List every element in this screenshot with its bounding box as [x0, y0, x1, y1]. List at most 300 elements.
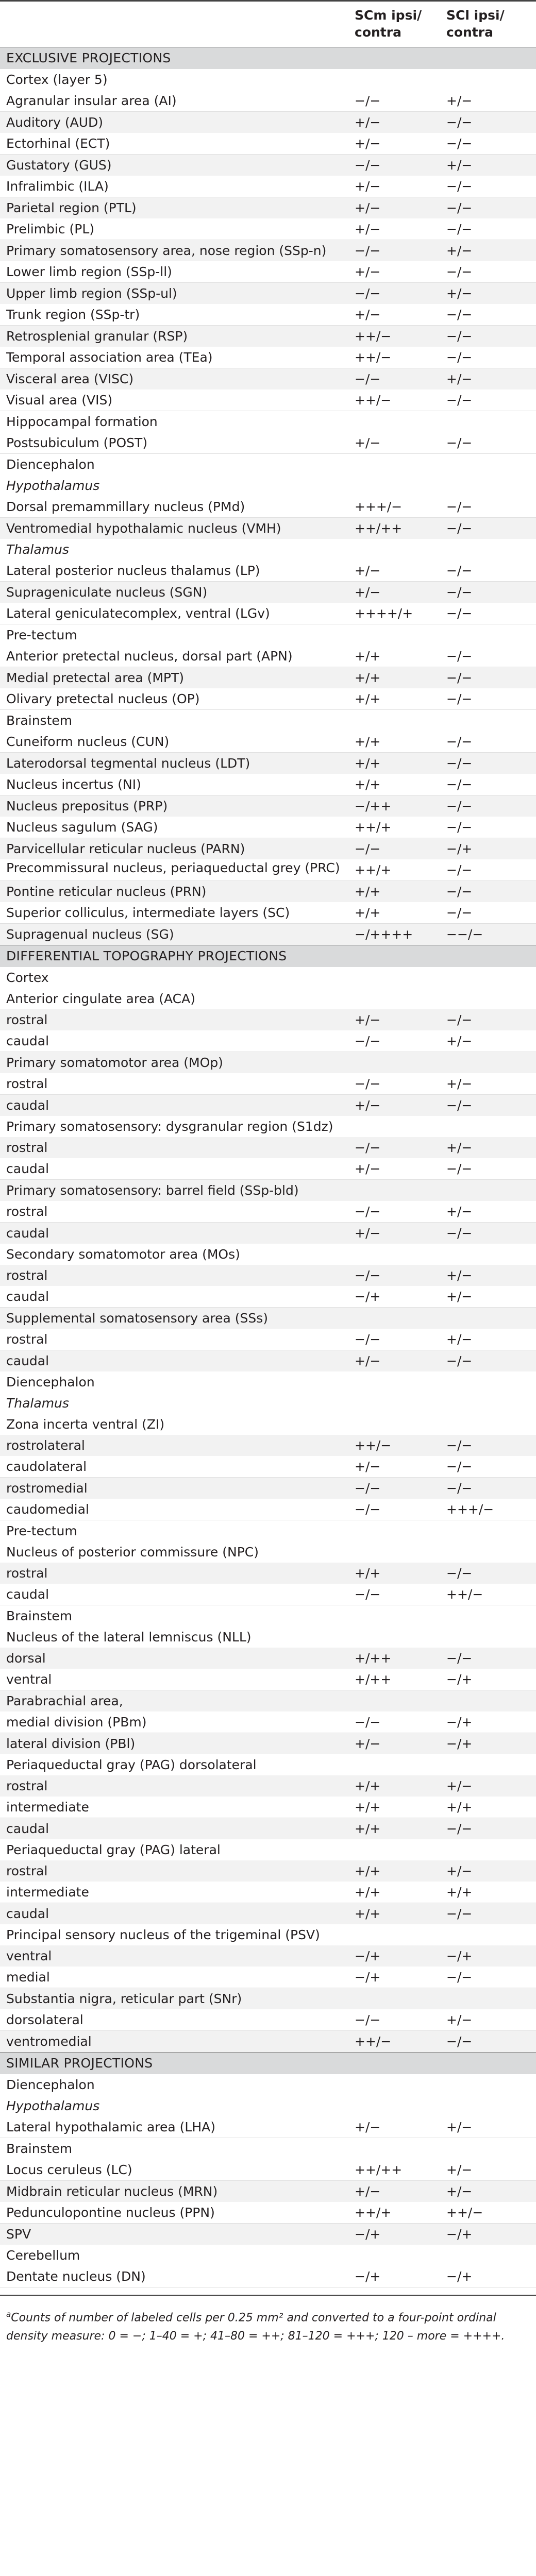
- region-header-row: [0, 2138, 536, 2160]
- subregion-title: Hypothalamus: [6, 478, 100, 493]
- table-row: [0, 1818, 536, 1840]
- scm-value: +/+: [355, 774, 446, 795]
- scm-value: +/+: [355, 902, 446, 924]
- scl-value: +/+: [446, 1882, 536, 1903]
- region-title: Pre-tectum: [6, 628, 77, 642]
- scl-value: −/−: [446, 347, 536, 368]
- scm-value: +/+: [355, 753, 446, 774]
- structure-name: Cuneiform nucleus (CUN): [0, 731, 355, 753]
- table-row: [0, 603, 536, 624]
- structure-name: caudomedial: [0, 1499, 355, 1520]
- scl-value: −/−: [446, 582, 536, 603]
- scm-value: +/−: [355, 2116, 446, 2138]
- table-row: [0, 646, 536, 667]
- table-row: [0, 176, 536, 197]
- scm-value: +/++: [355, 1648, 446, 1669]
- scl-value: +/−: [446, 2009, 536, 2031]
- table-row: [0, 2009, 536, 2031]
- table-row: [0, 753, 536, 774]
- scm-value: −/++++: [355, 924, 446, 945]
- structure-name: Parabrachial area,: [0, 1690, 536, 1712]
- structure-name: dorsolateral: [0, 2009, 355, 2031]
- table-row: [0, 133, 536, 155]
- scl-value: +/−: [446, 1860, 536, 1882]
- structure-group-row: [0, 1839, 536, 1860]
- scm-value: −/−: [355, 90, 446, 112]
- scm-value: −/+: [355, 1286, 446, 1308]
- scm-value: −/−: [355, 1584, 446, 1605]
- scl-value: −/−: [446, 646, 536, 667]
- scl-value: +/−: [446, 240, 536, 262]
- scm-value: −/+: [355, 2266, 446, 2287]
- scl-value: −/−: [446, 688, 536, 710]
- structure-name: rostral: [0, 1563, 355, 1584]
- scl-value: −/−: [446, 2031, 536, 2053]
- table-row: [0, 368, 536, 390]
- scl-value: +/−: [446, 90, 536, 112]
- scl-value: +/−: [446, 2181, 536, 2202]
- scm-value: ++/+: [355, 817, 446, 838]
- table-row: [0, 1860, 536, 1882]
- scm-value: ++/−: [355, 326, 446, 347]
- scm-value: +/−: [355, 218, 446, 240]
- structure-name: Lateral posterior nucleus thalamus (LP): [0, 560, 355, 582]
- scl-value: −/−: [446, 197, 536, 219]
- structure-name: Lateral hypothalamic area (LHA): [0, 2116, 355, 2138]
- section-header-row: [0, 945, 536, 968]
- section-title: EXCLUSIVE PROJECTIONS: [0, 47, 536, 70]
- scm-value: −/−: [355, 1329, 446, 1350]
- scm-value: −/−: [355, 1030, 446, 1052]
- scl-value: −/−: [446, 859, 536, 881]
- scm-value: ++/+: [355, 859, 446, 881]
- scm-value: −/−: [355, 1137, 446, 1158]
- scl-value: −/−: [446, 1648, 536, 1669]
- structure-name: Agranular insular area (AI): [0, 90, 355, 112]
- structure-name: Nucleus prepositus (PRP): [0, 795, 355, 817]
- scl-value: −/−: [446, 389, 536, 411]
- structure-name: caudal: [0, 1584, 355, 1605]
- scl-value: −/−: [446, 1009, 536, 1030]
- table-row: [0, 560, 536, 582]
- scl-value: −/+: [446, 1945, 536, 1967]
- subregion-header-row: [0, 539, 536, 560]
- scm-value: −/+: [355, 1945, 446, 1967]
- scm-value: −/−: [355, 1711, 446, 1733]
- table-row: [0, 1584, 536, 1605]
- scm-value: −/−: [355, 2009, 446, 2031]
- structure-name: intermediate: [0, 1797, 355, 1818]
- scm-value: +/−: [355, 261, 446, 283]
- table-row: [0, 1158, 536, 1180]
- table-row: [0, 2031, 536, 2053]
- structure-group-row: [0, 1052, 536, 1074]
- table-row: [0, 1669, 536, 1690]
- region-header-row: [0, 967, 536, 988]
- scl-value: −/−: [446, 218, 536, 240]
- section-header-row: [0, 2053, 536, 2075]
- structure-group-row: [0, 1690, 536, 1712]
- structure-name: medial: [0, 1967, 355, 1988]
- region-title: Diencephalon: [6, 457, 95, 472]
- scm-value: +/−: [355, 1223, 446, 1244]
- structure-name: Trunk region (SSp-tr): [0, 304, 355, 326]
- table-row: [0, 389, 536, 411]
- structure-name: Olivary pretectal nucleus (OP): [0, 688, 355, 710]
- scl-value: −/−: [446, 603, 536, 624]
- table-row: [0, 240, 536, 262]
- structure-name: Auditory (AUD): [0, 112, 355, 133]
- scm-value: −/−: [355, 368, 446, 390]
- section-title: DIFFERENTIAL TOPOGRAPHY PROJECTIONS: [0, 945, 536, 968]
- region-title: Brainstem: [6, 2141, 73, 2156]
- scl-value: +/−: [446, 368, 536, 390]
- scl-value: −/−: [446, 1903, 536, 1925]
- structure-name: Medial pretectal area (MPT): [0, 667, 355, 689]
- scm-value: +/−: [355, 1095, 446, 1116]
- table-row: [0, 1329, 536, 1350]
- structure-name: Postsubiculum (POST): [0, 432, 355, 454]
- region-title: Diencephalon: [6, 1375, 95, 1389]
- table-row: [0, 795, 536, 817]
- structure-group-row: [0, 1924, 536, 1945]
- table-row: [0, 1095, 536, 1116]
- scl-value: +/−: [446, 1286, 536, 1308]
- scm-value: +/−: [355, 582, 446, 603]
- table-body: [0, 47, 536, 2287]
- structure-name: Superior colliculus, intermediate layers (SC): [0, 902, 355, 924]
- structure-name: Periaqueductal gray (PAG) lateral: [6, 1842, 221, 1857]
- region-title: Diencephalon: [6, 2077, 95, 2092]
- scl-value: +/−: [446, 155, 536, 176]
- structure-name: Secondary somatomotor area (MOs): [6, 1247, 240, 1262]
- structure-name: Laterodorsal tegmental nucleus (LDT): [0, 753, 355, 774]
- region-title: Brainstem: [6, 713, 73, 728]
- table-row: [0, 1350, 536, 1372]
- scl-value: −/−: [446, 1563, 536, 1584]
- table-row: [0, 1137, 536, 1158]
- table-row: [0, 838, 536, 860]
- scm-value: +/+: [355, 688, 446, 710]
- structure-name: caudal: [0, 1158, 355, 1180]
- region-title: Cerebellum: [6, 2248, 80, 2263]
- scm-value: −/−: [355, 1478, 446, 1499]
- structure-name: ventromedial: [0, 2031, 355, 2053]
- structure-name: caudolateral: [0, 1456, 355, 1478]
- scm-value: −/−: [355, 1265, 446, 1286]
- scl-value: −/−: [446, 560, 536, 582]
- structure-name: caudal: [0, 1030, 355, 1052]
- scl-value: +/−: [446, 1329, 536, 1350]
- scm-value: +/−: [355, 304, 446, 326]
- scl-value: −/+: [446, 1711, 536, 1733]
- table-row: [0, 859, 536, 881]
- table-row: [0, 774, 536, 795]
- subregion-header-row: [0, 475, 536, 496]
- structure-name: Pedunculopontine nucleus (PPN): [0, 2202, 355, 2224]
- scl-value: +/−: [446, 1030, 536, 1052]
- structure-name: Nucleus of the lateral lemniscus (NLL): [6, 1630, 252, 1645]
- scl-value: −/+: [446, 1669, 536, 1690]
- structure-name: caudal: [0, 1223, 355, 1244]
- structure-name: Suprageniculate nucleus (SGN): [0, 582, 355, 603]
- table-row: [0, 1201, 536, 1223]
- scm-value: +++/−: [355, 496, 446, 518]
- region-header-row: [0, 624, 536, 646]
- scl-value: +/−: [446, 1073, 536, 1095]
- structure-name: Temporal association area (TEa): [0, 347, 355, 368]
- scl-value: −/−: [446, 1350, 536, 1372]
- structure-name: ventral: [0, 1945, 355, 1967]
- scl-value: −/−: [446, 817, 536, 838]
- scl-value: −/−: [446, 1223, 536, 1244]
- scl-value: −/−: [446, 1158, 536, 1180]
- structure-name: Infralimbic (ILA): [0, 176, 355, 197]
- scm-value: −/−: [355, 155, 446, 176]
- scm-value: +/+: [355, 646, 446, 667]
- scl-value: −/−: [446, 667, 536, 689]
- scm-value: ++/−: [355, 2031, 446, 2053]
- structure-name: Gustatory (GUS): [0, 155, 355, 176]
- scm-value: −/−: [355, 1073, 446, 1095]
- structure-group-row: [0, 1116, 536, 1137]
- scl-value: −/+: [446, 838, 536, 860]
- table-row: [0, 326, 536, 347]
- scm-value: +/−: [355, 1733, 446, 1755]
- scm-value: +/−: [355, 560, 446, 582]
- scl-value: +/−: [446, 1201, 536, 1223]
- table-row: [0, 283, 536, 304]
- region-title: Pre-tectum: [6, 1523, 77, 1538]
- table-row: [0, 1478, 536, 1499]
- table-row: [0, 1711, 536, 1733]
- table-row: [0, 1733, 536, 1755]
- scm-value: +/+: [355, 1882, 446, 1903]
- structure-name: Principal sensory nucleus of the trigeminal (PSV): [6, 1927, 320, 1942]
- structure-name: Dentate nucleus (DN): [0, 2266, 355, 2287]
- scl-value: −/−: [446, 731, 536, 753]
- subregion-title: Hypothalamus: [6, 2098, 100, 2113]
- table-header-row: [0, 1, 536, 47]
- scl-value: −/−: [446, 1818, 536, 1840]
- structure-group-row: [0, 1244, 536, 1265]
- structure-name: Nucleus incertus (NI): [0, 774, 355, 795]
- scm-value: +/−: [355, 1158, 446, 1180]
- region-header-row: [0, 411, 536, 433]
- structure-group-row: [0, 1988, 536, 2010]
- scl-value: ++/−: [446, 1584, 536, 1605]
- structure-name: dorsal: [0, 1648, 355, 1669]
- structure-name: Lower limb region (SSp-ll): [0, 261, 355, 283]
- scm-value: +/−: [355, 2181, 446, 2202]
- structure-name: Supragenual nucleus (SG): [0, 924, 355, 945]
- structure-name: Substantia nigra, reticular part (SNr): [0, 1988, 536, 2010]
- table-row: [0, 90, 536, 112]
- table-row: [0, 688, 536, 710]
- structure-name: Parvicellular reticular nucleus (PARN): [0, 838, 355, 860]
- structure-name: Primary somatosensory area, nose region (SSp-n): [0, 240, 355, 262]
- scm-value: +/+: [355, 1775, 446, 1797]
- structure-name: Midbrain reticular nucleus (MRN): [0, 2181, 355, 2202]
- scm-value: +/+: [355, 667, 446, 689]
- scm-value: +/+: [355, 731, 446, 753]
- footnote-text: Counts of number of labeled cells per 0.25 mm² and converted to a four-point ordinal density measure: 0 = −; 1–40 = +; 41–80 = ++; 81–120 = +++; 120 – more = ++++.: [6, 2311, 505, 2343]
- scl-value: −/−: [446, 326, 536, 347]
- scm-value: ++/−: [355, 347, 446, 368]
- table-row: [0, 1456, 536, 1478]
- scl-value: −/−: [446, 881, 536, 903]
- structure-name: Retrosplenial granular (RSP): [0, 326, 355, 347]
- structure-name: Ventromedial hypothalamic nucleus (VMH): [0, 518, 355, 539]
- scl-value: −/−: [446, 261, 536, 283]
- region-title: Cortex: [6, 970, 49, 985]
- scl-value: −/−: [446, 1435, 536, 1456]
- structure-name: ventral: [0, 1669, 355, 1690]
- footnote-marker: a: [6, 2310, 11, 2319]
- region-header-row: [0, 1605, 536, 1627]
- scl-value: +/−: [446, 2159, 536, 2181]
- section-header-row: [0, 47, 536, 70]
- structure-name: Parietal region (PTL): [0, 197, 355, 219]
- structure-name: Pontine reticular nucleus (PRN): [0, 881, 355, 903]
- scl-value: −/−: [446, 133, 536, 155]
- subregion-title: Thalamus: [6, 1396, 69, 1411]
- structure-name: caudal: [0, 1818, 355, 1840]
- table-row: [0, 2266, 536, 2287]
- structure-name: Anterior cingulate area (ACA): [6, 991, 195, 1006]
- table-row: [0, 1882, 536, 1903]
- table-row: [0, 1073, 536, 1095]
- scl-value: −/+: [446, 2224, 536, 2245]
- structure-name: rostral: [0, 1265, 355, 1286]
- scl-value: ++/−: [446, 2202, 536, 2224]
- table-row: [0, 1797, 536, 1818]
- scl-value: −/−: [446, 1095, 536, 1116]
- structure-name: Anterior pretectal nucleus, dorsal part (APN): [0, 646, 355, 667]
- structure-group-row: [0, 1541, 536, 1563]
- structure-name: Supplemental somatosensory area (SSs): [0, 1308, 536, 1329]
- structure-name: Precommissural nucleus, periaqueductal grey (PRC): [0, 859, 355, 881]
- scl-value: +/+: [446, 1797, 536, 1818]
- structure-name: Ectorhinal (ECT): [0, 133, 355, 155]
- table-row: [0, 1903, 536, 1925]
- structure-name: Locus ceruleus (LC): [0, 2159, 355, 2181]
- structure-name: caudal: [0, 1350, 355, 1372]
- scm-value: +/−: [355, 1009, 446, 1030]
- table-row: [0, 347, 536, 368]
- structure-name: Visceral area (VISC): [0, 368, 355, 390]
- structure-name: medial division (PBm): [0, 1711, 355, 1733]
- scl-value: −/−: [446, 902, 536, 924]
- table-row: [0, 817, 536, 838]
- scm-value: +/−: [355, 112, 446, 133]
- table-row: [0, 1967, 536, 1988]
- scm-value: +/+: [355, 1903, 446, 1925]
- scm-value: ++++/+: [355, 603, 446, 624]
- region-title: Hippocampal formation: [6, 414, 158, 429]
- structure-group-row: [0, 1414, 536, 1435]
- subregion-header-row: [0, 1393, 536, 1414]
- scl-value: −/−: [446, 496, 536, 518]
- table-row: [0, 432, 536, 454]
- scm-value: +/+: [355, 1860, 446, 1882]
- scl-value: −/−: [446, 518, 536, 539]
- scl-value: −/−: [446, 795, 536, 817]
- scm-value: +/−: [355, 432, 446, 454]
- scm-value: ++/−: [355, 1435, 446, 1456]
- structure-name: rostral: [0, 1775, 355, 1797]
- structure-name: Visual area (VIS): [0, 389, 355, 411]
- table-row: [0, 667, 536, 689]
- scm-value: +/−: [355, 133, 446, 155]
- footnote: [0, 2295, 536, 2351]
- table-row: [0, 924, 536, 945]
- structure-name: SPV: [0, 2224, 355, 2245]
- region-title: Brainstem: [6, 1608, 73, 1623]
- table-row: [0, 731, 536, 753]
- structure-name: rostral: [0, 1201, 355, 1223]
- structure-name: intermediate: [0, 1882, 355, 1903]
- scl-value: −/−: [446, 774, 536, 795]
- scl-value: +/−: [446, 1775, 536, 1797]
- header-scm: SCm ipsi/ contra: [355, 8, 422, 40]
- scm-value: +/+: [355, 1563, 446, 1584]
- scl-value: −/−: [446, 753, 536, 774]
- region-header-row: [0, 454, 536, 476]
- scl-value: −/−: [446, 304, 536, 326]
- scm-value: +/−: [355, 176, 446, 197]
- structure-group-row: [0, 1180, 536, 1201]
- scm-value: +/−: [355, 1456, 446, 1478]
- region-header-row: [0, 1520, 536, 1542]
- scm-value: ++/++: [355, 518, 446, 539]
- table-row: [0, 1030, 536, 1052]
- structure-group-row: [0, 988, 536, 1009]
- structure-group-row: [0, 1754, 536, 1775]
- structure-name: caudal: [0, 1903, 355, 1925]
- scl-value: +++/−: [446, 1499, 536, 1520]
- table-row: [0, 1286, 536, 1308]
- subregion-header-row: [0, 2095, 536, 2116]
- structure-name: rostral: [0, 1329, 355, 1350]
- scl-value: +/−: [446, 283, 536, 304]
- table-row: [0, 155, 536, 176]
- scm-value: −/−: [355, 1201, 446, 1223]
- table-row: [0, 496, 536, 518]
- structure-name: Zona incerta ventral (ZI): [6, 1417, 165, 1432]
- scl-value: −/−: [446, 176, 536, 197]
- scl-value: −/−: [446, 1478, 536, 1499]
- structure-name: Upper limb region (SSp-ul): [0, 283, 355, 304]
- scl-value: +/−: [446, 2116, 536, 2138]
- table-row: [0, 1648, 536, 1669]
- structure-name: rostromedial: [0, 1478, 355, 1499]
- table-row: [0, 2224, 536, 2245]
- table-row: [0, 1435, 536, 1456]
- scm-value: −/++: [355, 795, 446, 817]
- table-row: [0, 1265, 536, 1286]
- scm-value: +/+: [355, 1818, 446, 1840]
- table-row: [0, 1945, 536, 1967]
- scm-value: +/−: [355, 197, 446, 219]
- structure-name: caudal: [0, 1286, 355, 1308]
- table-row: [0, 2181, 536, 2202]
- structure-name: Periaqueductal gray (PAG) dorsolateral: [6, 1757, 257, 1772]
- scm-value: +/+: [355, 1797, 446, 1818]
- table-row: [0, 112, 536, 133]
- scm-value: ++/++: [355, 2159, 446, 2181]
- scm-value: −/−: [355, 1499, 446, 1520]
